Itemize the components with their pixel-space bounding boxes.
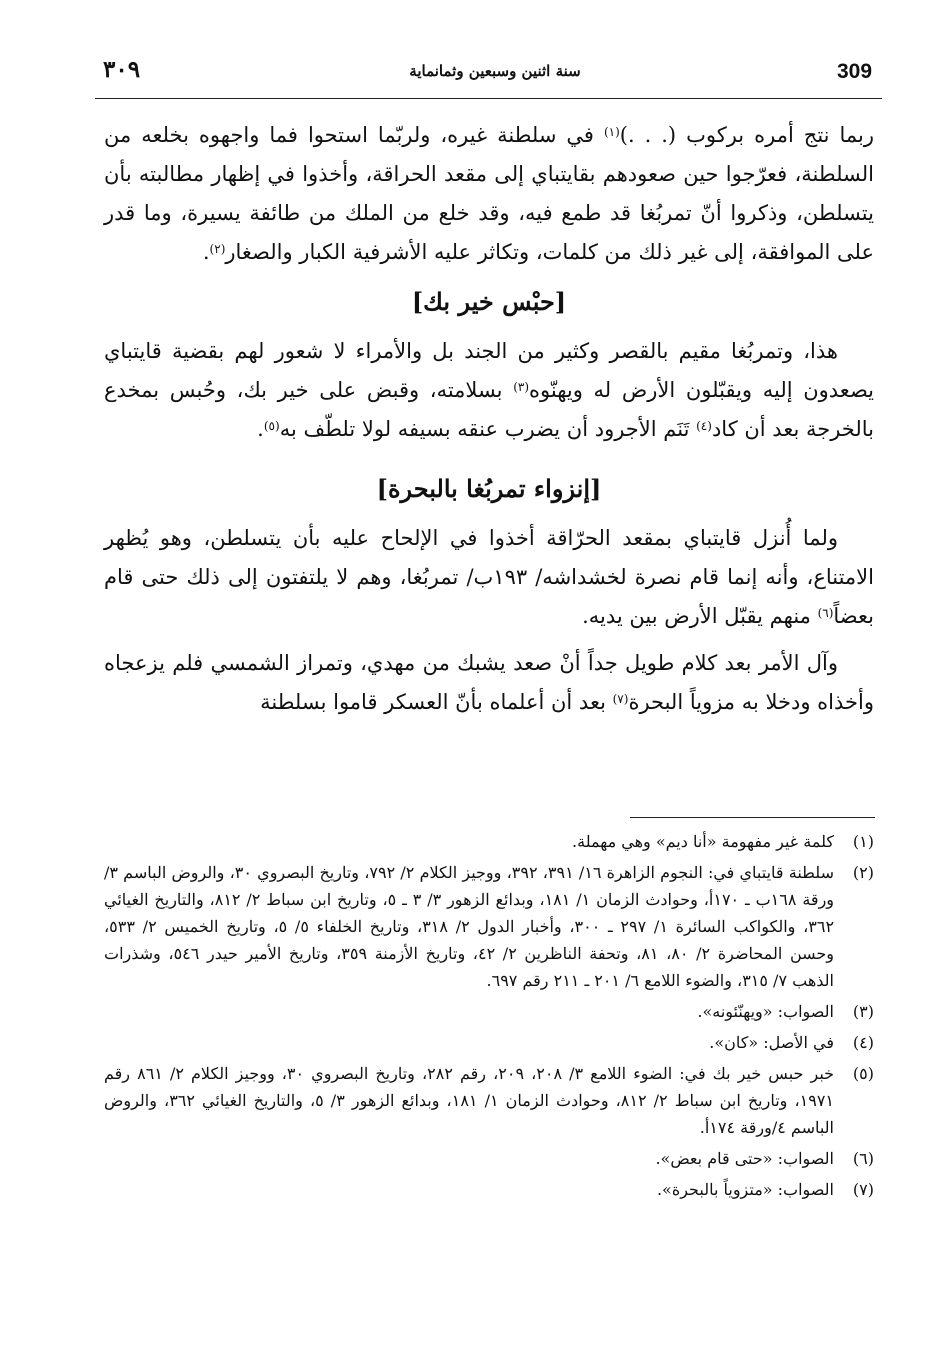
footnote-number: (١) <box>852 832 874 851</box>
footnotes <box>104 828 874 1207</box>
footnote-number: (٣) <box>852 1002 874 1021</box>
paragraph-4 <box>104 644 874 722</box>
footnote-number: (٥) <box>852 1064 874 1083</box>
text-run: . <box>257 417 264 441</box>
section-heading-1: [حبْس خير بك] <box>411 287 567 316</box>
running-header <box>95 52 882 99</box>
footnote-text: كلمة غير مفهومة «أنا ديم» وهي مهملة. <box>572 832 834 851</box>
footnote-separator <box>630 817 875 818</box>
page-number-arabic: ٣٠٩ <box>103 56 141 83</box>
footnote <box>104 1145 874 1172</box>
footnote <box>104 1029 874 1056</box>
text-run: في سلطنة غيره، ولربّما استحوا فما واجهوه بخلعه من السلطنة، فعرّجوا حين صعودهم بقايتباي إلى مقعد الحراقة، وأخذوا في إظهار مطالبته بأن يتسلطن، وذكروا أنّ تمربُغا قد طمع فيه، وقد خلع من الملك من طائفة يسيرة، وما قدر على الموافقة، إلى غير ذلك من كلمات، وتكاثر عليه الأشرفية الكبار والصغار <box>104 123 874 264</box>
footnote <box>104 828 874 855</box>
footnote-ref: (٣) <box>513 380 530 394</box>
footnote-text: الصواب: «حتى قام بعض». <box>655 1149 834 1168</box>
running-title: سنة اثنين وسبعين وثمانماية <box>409 62 581 80</box>
text-run: وآل الأمر بعد كلام طويل جداً أنْ صعد يشبك من مهدي، وتمراز الشمسي فلم يزعجاه وأخذاه ودخلا به مزوياً البحرة <box>104 651 874 714</box>
footnote-text: الصواب: «ويهنّئونه». <box>697 1002 834 1021</box>
main-text <box>104 116 874 722</box>
footnote-number: (٧) <box>852 1180 874 1199</box>
paragraph-2 <box>104 332 874 449</box>
footnote-ref: (٤) <box>696 419 712 433</box>
footnote <box>104 998 874 1025</box>
text-run: ربما نتج أمره بركوب (. . .) <box>619 123 875 147</box>
footnote-ref: (٦) <box>817 606 834 620</box>
footnote <box>104 1060 874 1141</box>
footnote <box>104 859 874 994</box>
footnote-number: (٦) <box>852 1149 874 1168</box>
footnote-text: خبر حبس خير بك في: الضوء اللامع ٣/ ٢٠٨، ٢٠٩، رقم ٢٨٢، وتاريخ البصروي ٣٠، ووجيز الكلام ٢/ ٨٦١ رقم ١٩٧١، وتاريخ ابن سباط ٢/ ٨١٢، وحوادث الزمان ١/ ١٨١، وبدائع الزهور ٣/ ٥، والتاريخ الغيائي ٣٦٢، والروض الباسم ٤/ورقة ١٧٤أ. <box>104 1064 835 1137</box>
footnote-text: الصواب: «متزوياً بالبحرة». <box>656 1180 834 1199</box>
footnote <box>104 1176 874 1203</box>
text-run: منهم يقبّل الأرض بين يديه. <box>582 604 818 628</box>
footnote-ref: (١) <box>603 125 620 139</box>
text-run: ولما أُنزل قايتباي بمقعد الحرّاقة أخذوا في الإلحاح عليه بأن يتسلطن، وهو يُظهر الامتناع، وأنه إنما قام نصرة لخشداشه/ ١٩٣ب/ تمربُغا، وهم لا يلتفتون إلى ذلك حتى قام بعضاً <box>104 526 874 628</box>
text-run: بعد أن أعلماه بأنّ العسكر قاموا بسلطنة <box>260 690 613 714</box>
page-number-latin: 309 <box>837 60 873 83</box>
text-run: هذا، وتمربُغا مقيم بالقصر وكثير من الجند بل والأمراء لا شعور لهم بقضية قايتباي يصعدون إليه ويقبّلون الأرض له ويهنّوه <box>104 339 874 402</box>
footnote-number: (٢) <box>852 863 874 882</box>
text-run: . <box>202 240 210 264</box>
footnote-number: (٤) <box>852 1033 874 1052</box>
footnote-text: سلطنة قايتباي في: النجوم الزاهرة ١٦/ ٣٩١، ٣٩٢، ووجيز الكلام ٢/ ٧٩٢، وتاريخ البصروي ٣٠، والروض الباسم ٣/ورقة ١٦٨ب ـ ١٧٠أ، وحوادث الزمان ١/ ١٨١، وبدائع الزهور ٣/ ٣ ـ ٥، وتاريخ ابن سباط ٢/ ٨١٢، والتاريخ الغيائي ٣٦٢، والكواكب السائرة ١/ ٢٩٧ ـ ٣٠٠، وأخبار الدول ٢/ ٣١٨، وتاريخ الخلفاء ٥/ ٥، وتاريخ الخميس ٢/ ٥٣٣، وحسن المحاضرة ٢/ ٨٠، ٨١، وتحفة الناظرين ٢/ ٤٢، وتاريخ الأزمنة ٣٥٩، وتاريخ الأمير حيدر ٥٤٦، وشذرات الذهب ٧/ ٣١٥، والضوء اللامع ٦/ ٢٠١ ـ ٢١١ رقم ٦٩٧. <box>104 863 835 990</box>
footnote-text: في الأصل: «كان». <box>709 1033 834 1052</box>
paragraph-3 <box>104 519 874 636</box>
footnote-ref: (٥) <box>263 419 280 433</box>
footnote-ref: (٢) <box>209 242 226 256</box>
section-heading-2: [إنزواء تمربُغا بالبحرة] <box>376 474 602 503</box>
text-run: بسلامته، وقبض على خير بك، وحُبس بمخدع بالخرجة بعد أن كاد <box>104 378 874 441</box>
text-run: تَنَم الأجرود أن يضرب عنقه بسيفه لولا تلطّف به <box>279 417 697 441</box>
paragraph-1 <box>104 116 874 272</box>
footnote-ref: (٧) <box>612 692 629 706</box>
